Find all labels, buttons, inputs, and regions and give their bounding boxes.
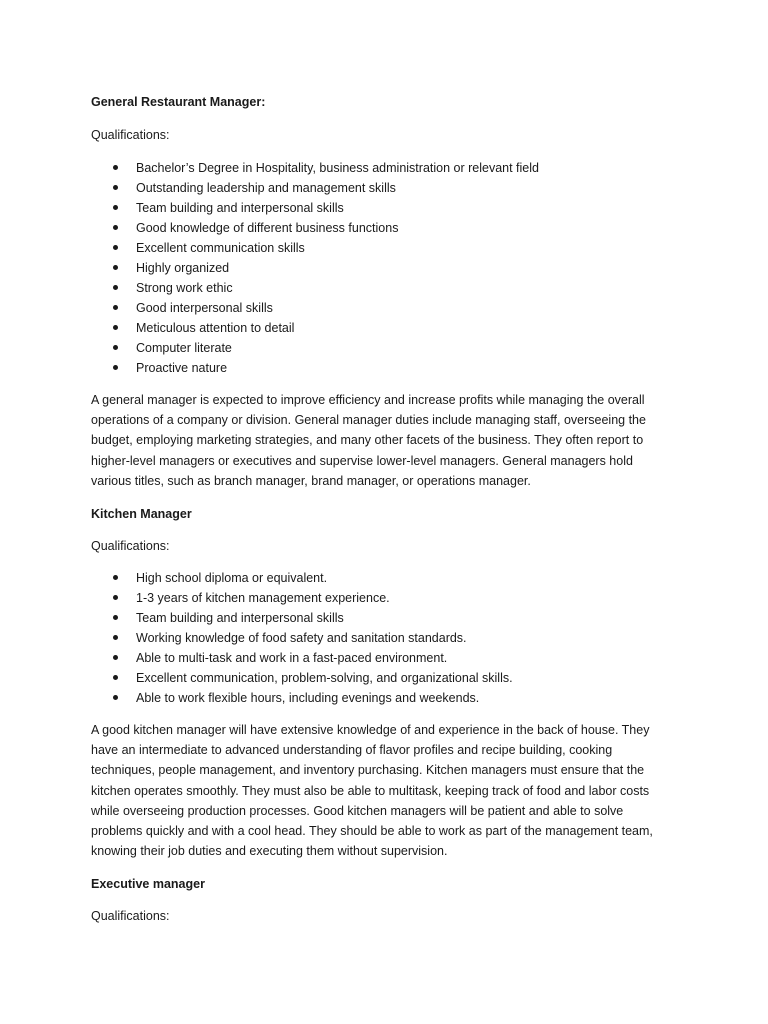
qualifications-label: Qualifications: [91, 909, 170, 924]
bullet-icon [113, 345, 118, 350]
bullet-icon [113, 575, 118, 580]
paragraph-line: techniques, people management, and inventory purchasing. Kitchen managers must ensure that the [91, 763, 645, 778]
list-item: Good interpersonal skills [91, 298, 671, 318]
list-item: Outstanding leadership and management skills [91, 178, 671, 198]
list-item: Able to work flexible hours, including evenings and weekends. [91, 688, 671, 708]
qualifications-label: Qualifications: [91, 539, 170, 554]
list-item: Proactive nature [91, 358, 671, 378]
list-item: 1-3 years of kitchen management experience. [91, 588, 671, 608]
bullet-icon [113, 285, 118, 290]
section-heading-executive-manager: Executive manager [91, 877, 205, 892]
paragraph-line: while overseeing production processes. Good kitchen managers will be patient and able to solve [91, 803, 624, 818]
bullet-icon [113, 655, 118, 660]
list-item: High school diploma or equivalent. [91, 568, 671, 588]
bullet-icon [113, 615, 118, 620]
list-item: Team building and interpersonal skills [91, 198, 671, 218]
bullet-icon [113, 595, 118, 600]
bullet-icon [113, 225, 118, 230]
list-item: Working knowledge of food safety and sanitation standards. [91, 628, 671, 648]
qualifications-list-kitchen-manager [91, 568, 671, 708]
paragraph-line: knowing their job duties and executing them without supervision. [91, 844, 448, 859]
document-page [91, 92, 671, 926]
bullet-icon [113, 245, 118, 250]
list-item: Strong work ethic [91, 278, 671, 298]
bullet-icon [113, 365, 118, 370]
bullet-icon [113, 165, 118, 170]
paragraph-line: have an intermediate to advanced understanding of flavor profiles and recipe building, cooking [91, 743, 613, 758]
paragraph-line: kitchen operates smoothly. They must also be able to multitask, keeping track of food and labor costs [91, 783, 650, 798]
list-item: Able to multi-task and work in a fast-paced environment. [91, 648, 671, 668]
paragraph-general-manager [91, 390, 671, 491]
bullet-icon [113, 635, 118, 640]
list-item: Team building and interpersonal skills [91, 608, 671, 628]
paragraph-line: various titles, such as branch manager, brand manager, or operations manager. [91, 473, 531, 488]
bullet-icon [113, 265, 118, 270]
list-item: Good knowledge of different business functions [91, 218, 671, 238]
list-item: Excellent communication skills [91, 238, 671, 258]
paragraph-line: budget, employing marketing strategies, and many other facets of the business. They often report to [91, 433, 644, 448]
bullet-icon [113, 305, 118, 310]
paragraph-line: A general manager is expected to improve efficiency and increase profits while managing the overall [91, 393, 645, 407]
bullet-icon [113, 185, 118, 190]
paragraph-line: A good kitchen manager will have extensive knowledge of and experience in the back of house. They [91, 723, 650, 738]
bullet-icon [113, 675, 118, 680]
paragraph-line: higher-level managers or executives and supervise lower-level managers. General managers hold [91, 453, 633, 468]
bullet-icon [113, 695, 118, 700]
list-item: Excellent communication, problem-solving, and organizational skills. [91, 668, 671, 688]
bullet-icon [113, 325, 118, 330]
qualifications-list-general-manager [91, 158, 671, 378]
paragraph-line: problems quickly and with a cool head. They should be able to work as part of the management team, [91, 824, 653, 839]
section-heading-general-manager: General Restaurant Manager: [91, 95, 266, 109]
list-item: Bachelor’s Degree in Hospitality, business administration or relevant field [91, 158, 671, 178]
bullet-icon [113, 205, 118, 210]
paragraph-line: operations of a company or division. General manager duties include managing staff, overseeing the [91, 413, 646, 428]
paragraph-kitchen-manager [91, 720, 671, 861]
qualifications-label: Qualifications: [91, 128, 170, 142]
list-item: Computer literate [91, 338, 671, 358]
list-item: Meticulous attention to detail [91, 318, 671, 338]
list-item: Highly organized [91, 258, 671, 278]
section-heading-kitchen-manager: Kitchen Manager [91, 507, 192, 522]
